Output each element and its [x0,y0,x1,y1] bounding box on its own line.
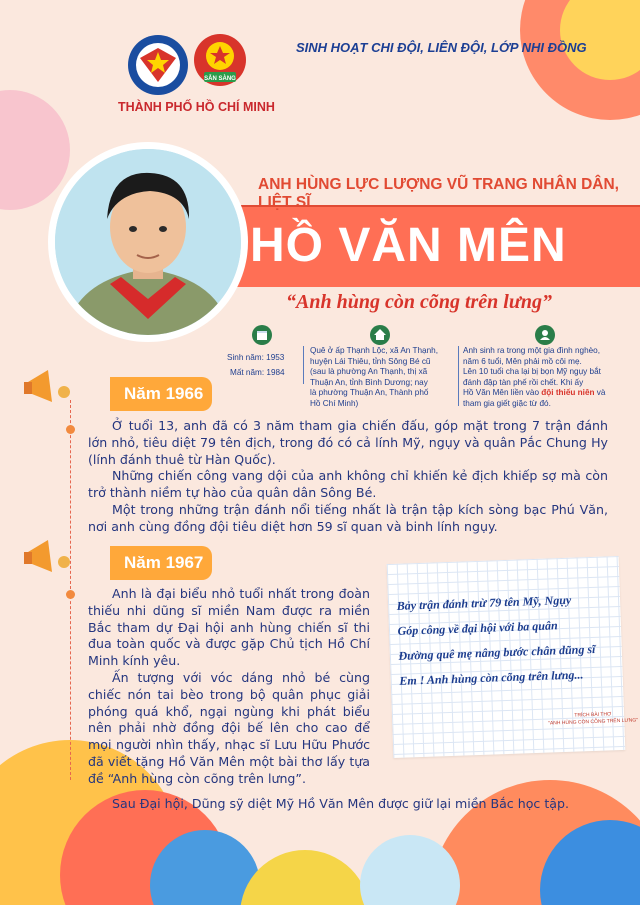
paragraph: Một trong những trận đánh nổi tiếng nhất là trận tập kích sòng bạc Phú Văn, nơi anh cùng đồng đội tiêu diệt hơn 59 sĩ quan và binh lính ngụy. [88,501,608,534]
hometown-line: Quê ở ấp Thạnh Lộc, xã An Thạnh, [310,346,438,355]
hometown-text [310,346,455,410]
poem-source [548,710,638,727]
hometown-line: Thuận An, tỉnh Bình Dương; nay [310,377,428,387]
home-icon [370,325,390,345]
hero-quote: “Anh hùng còn cõng trên lưng” [286,291,552,313]
calendar-icon [252,325,272,345]
paragraph: Ấn tượng với vóc dáng nhỏ bé cùng chiếc nón tai bèo trong bộ quân phục giải phóng quá khổ, ngại ngùng khi phát biểu nên phải nhờ đồng đội bế lên cho cao để mọi người nhìn thấy, nhạc sĩ Lưu Hữu Phước đã viết tặng Hồ Văn Mên một bài thơ lấy tựa đề “Anh hùng còn cõng trên lưng”. [88,669,370,786]
hometown-line: (sau là phường An Thạnh, thị xã [310,367,428,377]
section-1967-closing [88,796,628,813]
died-year: Mất năm: 1984 [230,368,285,377]
paragraph: Những chiến công vang dội của anh không chỉ khiến kẻ địch khiếp sợ mà còn trở thành niềm tự hào của quân dân Sông Bé. [88,468,608,501]
young-pioneer-badge [194,34,246,86]
paragraph: Sau Đại hội, Dũng sỹ diệt Mỹ Hồ Văn Mên được giữ lại miền Bắc học tập. [112,796,569,811]
family-line: Anh sinh ra trong một gia đình nghèo, [463,346,601,355]
family-line: tham gia giết giặc từ đó. [463,398,551,408]
poem-line: Đường quê mẹ nâng bước chân dũng sĩ [398,642,596,663]
family-line [463,388,635,399]
poem-line: Góp công về đại hội với ba quân [397,618,558,638]
hero-name: HỒ VĂN MÊN [250,219,567,272]
hometown-line: là phường Thuận An, Thành phố [310,388,429,398]
megaphone-icon [22,362,74,414]
family-line: đánh đập tàn phế rồi chết. Khi ấy [463,377,584,387]
timeline-dot [66,425,75,434]
family-line: Lên 10 tuổi cha lại bị bọn Mỹ ngụy bắt [463,367,601,377]
family-line-start: Hồ Văn Mên liền vào [463,388,542,398]
family-line-end: và [594,388,606,398]
family-line: năm 6 tuổi, Mên phải mồ côi mẹ. [463,356,582,366]
family-text [463,346,635,410]
section-1967-text [88,586,370,788]
born-year: Sinh năm: 1953 [227,353,285,362]
portrait-photo [55,149,241,335]
poem-source-line: TRÍCH BÀI THƠ [574,711,612,719]
hometown-line: huyện Lái Thiêu, tỉnh Sông Bé cũ [310,356,431,366]
decor-circle-left [0,90,70,210]
poem-line: Em ! Anh hùng còn cõng trên lưng... [399,667,584,688]
section-1966-text [88,418,608,536]
poem-line: Bảy trận đánh trừ 79 tên Mỹ, Ngụy [396,592,572,613]
year-tag-1967: Năm 1967 [110,546,212,580]
portrait-illustration [55,149,241,335]
paragraph: Anh là đại biểu nhỏ tuổi nhất trong đoàn thiếu nhi dũng sĩ miền Nam được ra miền Bắc tham dự Đại hội anh hùng chiến sĩ thi đua toàn quốc và được gặp Chủ tịch Hồ Chí Minh kính yêu. [88,586,370,669]
slogan: SINH HOẠT CHI ĐỘI, LIÊN ĐỘI, LỚP NHI ĐỒNG [296,40,587,55]
family-highlight: đội thiếu niên [541,388,595,398]
youth-union-logo [128,35,188,95]
poem-source-line: "ANH HÙNG CÒN CÕNG TRÊN LƯNG" [548,717,639,727]
badge-text: SẴN SÀNG [204,76,236,82]
city-label: THÀNH PHỐ HỒ CHÍ MINH [118,100,275,114]
divider-2 [458,346,459,406]
person-icon [535,325,555,345]
hero-subtitle: ANH HÙNG LỰC LƯỢNG VŨ TRANG NHÂN DÂN, LIỆT SĨ [258,176,619,211]
paragraph: Ở tuổi 13, anh đã có 3 năm tham gia chiến đấu, góp mặt trong 7 trận đánh lớn nhỏ, tiêu diệt 79 tên địch, trong đó có cả lính Mỹ, ngụy và quân Pắc Chung Hy (lính đánh thuê từ Hàn Quốc). [88,418,608,467]
megaphone-icon [22,532,74,584]
poem [396,586,623,694]
decor-circle-bottom-mid [240,850,370,905]
hometown-line: Hồ Chí Minh) [310,398,359,408]
year-tag-1966: Năm 1966 [110,377,212,411]
timeline-dot [66,590,75,599]
divider-1 [303,346,304,384]
